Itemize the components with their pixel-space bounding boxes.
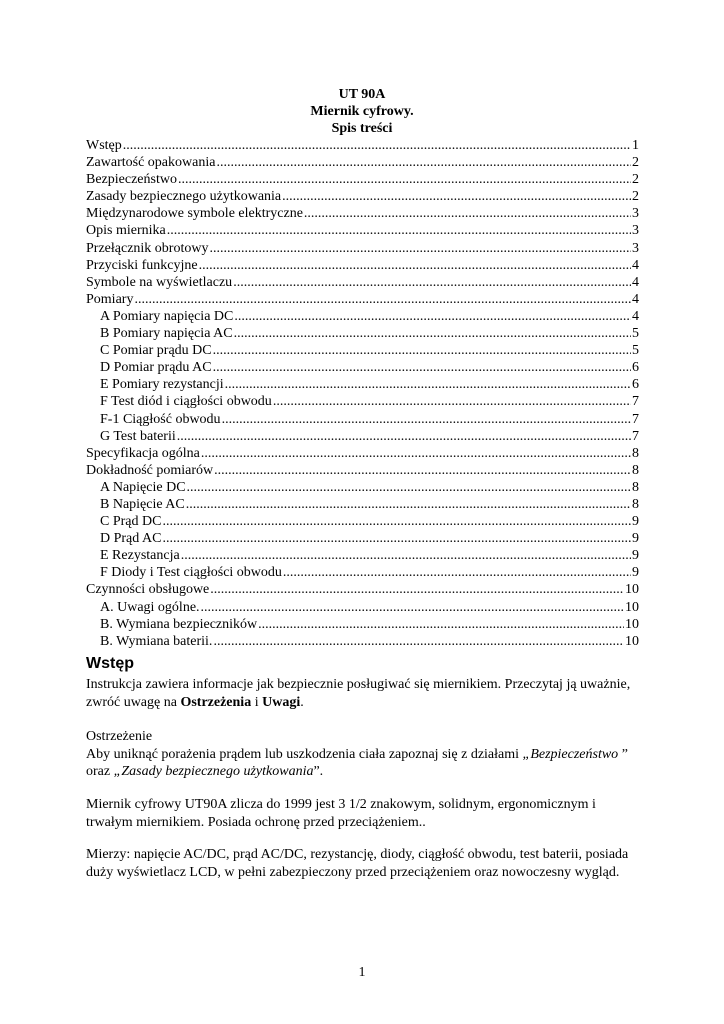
toc-entry[interactable]	[86, 257, 639, 274]
toc-entry-page: 7	[632, 394, 639, 410]
safe-use-reference: „Zasady bezpiecznego użytkowania	[113, 764, 314, 779]
toc-entry-page: 4	[632, 257, 639, 273]
toc-entry[interactable]	[86, 428, 639, 445]
toc-entry-page: 3	[632, 206, 639, 222]
notes-emphasis: Uwagi	[262, 694, 301, 710]
toc-entry-label: Symbole na wyświetlaczu	[86, 274, 233, 290]
toc-entry-label: A Pomiary napięcia DC	[100, 308, 234, 324]
toc-entry-page: 1	[632, 138, 639, 153]
toc-entry-page: 10	[625, 582, 639, 598]
toc-leader-dots	[201, 445, 631, 462]
toc-leader-dots	[216, 154, 631, 171]
toc-entry[interactable]	[86, 547, 639, 564]
toc-entry-label: D Prąd AC	[100, 531, 162, 547]
toc-entry[interactable]	[86, 222, 639, 239]
toc-entry-page: 10	[625, 599, 639, 615]
intro-text-end: .	[300, 694, 304, 710]
toc-leader-dots	[304, 205, 631, 222]
title-block	[0, 86, 724, 137]
toc-entry[interactable]	[86, 530, 639, 547]
toc-leader-dots	[209, 240, 631, 257]
section-heading: Wstęp	[86, 655, 134, 672]
toc-entry[interactable]	[86, 359, 639, 376]
warning-text: Aby uniknąć porażenia prądem lub uszkodzenia ciała zapoznaj się z działami	[86, 746, 523, 762]
toc-entry-page: 6	[632, 360, 639, 376]
toc-entry[interactable]	[86, 462, 639, 479]
toc-entry-label: C Prąd DC	[100, 514, 162, 530]
toc-entry-label: Przyciski funkcyjne	[86, 257, 198, 273]
toc-entry[interactable]	[86, 240, 639, 257]
model-title: UT 90A	[338, 87, 386, 102]
toc-entry-page: 3	[632, 240, 639, 256]
toc-leader-dots	[123, 137, 631, 154]
toc-entry[interactable]	[86, 188, 639, 205]
toc-entry-label: Zasady bezpiecznego użytkowania	[86, 189, 282, 205]
toc-entry[interactable]	[86, 599, 639, 616]
toc-leader-dots	[181, 547, 631, 564]
toc-entry-label: Wstęp	[86, 138, 122, 153]
features-paragraph	[86, 846, 646, 881]
page-number: 1	[358, 965, 366, 980]
toc-entry[interactable]	[86, 342, 639, 359]
toc-leader-dots	[186, 496, 631, 513]
toc-entry-page: 8	[632, 496, 639, 512]
toc-entry[interactable]	[86, 325, 639, 342]
warning-paragraph	[86, 728, 646, 781]
toc-entry-page: 2	[632, 189, 639, 205]
toc-entry-page: 7	[632, 428, 639, 444]
toc-entry-page: 10	[625, 616, 639, 632]
toc-entry-label: B. Wymiana bezpieczników	[100, 616, 258, 632]
description-paragraph	[86, 796, 646, 831]
toc-entry-label: F Test diód i ciągłości obwodu	[100, 394, 272, 410]
toc-entry-label: A Napięcie DC	[100, 479, 186, 495]
toc-entry[interactable]	[86, 445, 639, 462]
toc-entry-label: Czynności obsługowe	[86, 582, 210, 598]
toc-leader-dots	[283, 564, 631, 581]
toc-leader-dots	[282, 188, 631, 205]
toc-entry-page: 5	[632, 343, 639, 359]
toc-leader-dots	[213, 633, 624, 650]
toc-entry-label: F-1 Ciągłość obwodu	[100, 411, 221, 427]
warning-text-end: ”.	[313, 764, 324, 779]
toc-leader-dots	[233, 274, 631, 291]
toc-entry[interactable]	[86, 308, 639, 325]
toc-entry-label: E Rezystancja	[100, 548, 180, 564]
toc-heading: Spis treści	[331, 121, 393, 136]
toc-entry[interactable]	[86, 564, 639, 581]
toc-entry-page: 8	[632, 479, 639, 495]
features-text: Mierzy: napięcie AC/DC, prąd AC/DC, rezystancję, diody, ciągłość obwodu, test baterii, posiada duży wyświetlacz LCD, w pełni zabezpieczony przed przeciążeniem oraz nowoczesny wygląd.	[86, 847, 629, 880]
toc-leader-dots	[199, 257, 631, 274]
toc-entry-page: 9	[632, 565, 639, 581]
toc-leader-dots	[225, 376, 631, 393]
toc-entry-page: 9	[632, 548, 639, 564]
toc-entry-label: Opis miernika	[86, 223, 166, 239]
toc-entry-page: 4	[632, 308, 639, 324]
toc-leader-dots	[213, 342, 631, 359]
intro-text: Instrukcja zawiera informacje jak bezpiecznie posługiwać się miernikiem. Przeczytaj ją uważnie, zwróć uwagę na	[86, 677, 631, 710]
toc-entry-page: 9	[632, 514, 639, 530]
toc-entry-page: 4	[632, 274, 639, 290]
toc-entry-label: F Diody i Test ciągłości obwodu	[100, 565, 282, 581]
description-text: Miernik cyfrowy UT90A zlicza do 1999 jest 3 1/2 znakowym, solidnym, ergonomicznym i trwałym miernikiem. Posiada ochronę przed przeciążeniem..	[86, 797, 596, 830]
toc-entry-label: B Napięcie AC	[100, 496, 185, 512]
toc-entry[interactable]	[86, 274, 639, 291]
toc-leader-dots	[273, 393, 631, 410]
toc-leader-dots	[214, 462, 631, 479]
warning-text-conjunction: ” oraz	[86, 746, 628, 779]
toc-entry-label: Przełącznik obrotowy	[86, 240, 209, 256]
warning-label: Ostrzeżenie	[86, 729, 153, 744]
toc-entry[interactable]	[86, 393, 639, 410]
toc-entry-label: Zawartość opakowania	[86, 155, 216, 171]
toc-entry-page: 3	[632, 223, 639, 239]
toc-entry-label: Bezpieczeństwo	[86, 172, 177, 188]
toc-leader-dots	[162, 530, 631, 547]
safety-reference: „Bezpieczeństwo	[522, 746, 619, 762]
toc-entry[interactable]	[86, 496, 639, 513]
intro-paragraph	[86, 676, 646, 711]
toc-entry[interactable]	[86, 513, 639, 530]
toc-entry-label: D Pomiar prądu AC	[100, 360, 212, 376]
table-of-contents	[86, 137, 639, 650]
toc-leader-dots	[222, 411, 631, 428]
toc-leader-dots	[234, 325, 631, 342]
toc-entry[interactable]	[86, 291, 639, 308]
toc-entry-label: C Pomiar prądu DC	[100, 343, 212, 359]
toc-entry-label: Dokładność pomiarów	[86, 462, 214, 478]
toc-leader-dots	[134, 291, 631, 308]
toc-entry-label: Specyfikacja ogólna	[86, 445, 200, 461]
toc-entry-page: 7	[632, 411, 639, 427]
toc-entry-label: G Test baterii	[100, 428, 176, 444]
toc-entry-page: 10	[625, 633, 639, 649]
toc-entry[interactable]	[86, 411, 639, 428]
toc-leader-dots	[187, 479, 631, 496]
toc-entry[interactable]	[86, 479, 639, 496]
toc-entry-label: B. Wymiana baterii.	[100, 633, 213, 649]
toc-leader-dots	[162, 513, 631, 530]
toc-leader-dots	[167, 222, 631, 239]
intro-text-conjunction: i	[251, 694, 263, 710]
toc-entry-label: B Pomiary napięcia AC	[100, 326, 233, 342]
toc-entry[interactable]	[86, 616, 639, 633]
toc-entry-page: 9	[632, 531, 639, 547]
toc-leader-dots	[213, 359, 631, 376]
toc-leader-dots	[258, 616, 624, 633]
toc-leader-dots	[210, 581, 624, 598]
toc-leader-dots	[177, 428, 631, 445]
toc-entry-label: Pomiary	[86, 291, 134, 307]
toc-entry-page: 8	[632, 445, 639, 461]
warnings-emphasis: Ostrzeżenia	[180, 694, 252, 710]
toc-leader-dots	[178, 171, 631, 188]
toc-entry-label: A. Uwagi ogólne.	[100, 599, 200, 615]
toc-entry-page: 5	[632, 326, 639, 342]
toc-entry[interactable]	[86, 633, 639, 650]
toc-entry[interactable]	[86, 154, 639, 171]
toc-entry[interactable]	[86, 137, 639, 154]
toc-entry[interactable]	[86, 581, 639, 598]
toc-entry-label: E Pomiary rezystancji	[100, 377, 224, 393]
document-subtitle: Miernik cyfrowy.	[310, 104, 414, 119]
toc-leader-dots	[234, 308, 631, 325]
toc-entry-page: 2	[632, 155, 639, 171]
toc-entry-page: 4	[632, 291, 639, 307]
toc-entry[interactable]	[86, 376, 639, 393]
toc-entry-page: 2	[632, 172, 639, 188]
toc-entry-page: 8	[632, 462, 639, 478]
toc-entry-label: Międzynarodowe symbole elektryczne	[86, 206, 303, 222]
toc-leader-dots	[201, 599, 624, 616]
toc-entry-page: 6	[632, 377, 639, 393]
toc-entry[interactable]	[86, 171, 639, 188]
toc-entry[interactable]	[86, 205, 639, 222]
